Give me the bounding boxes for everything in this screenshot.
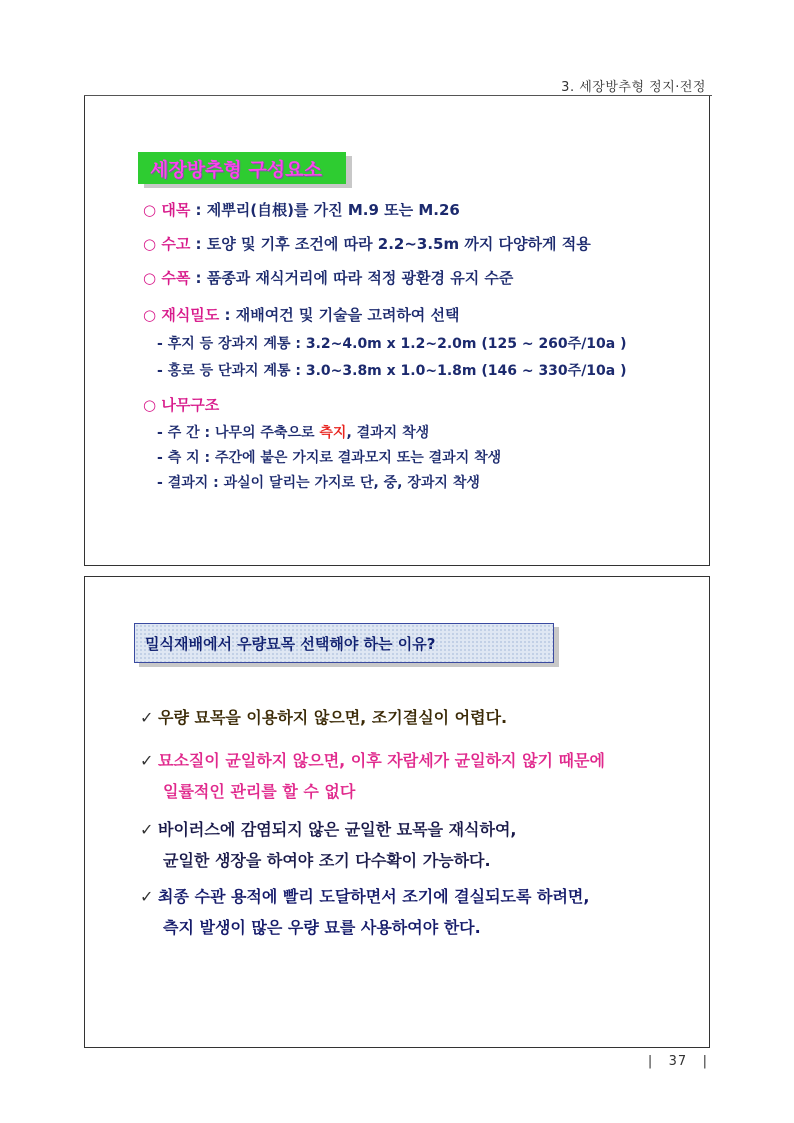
item-label: 나무구조: [161, 396, 220, 414]
slide2-title: 밀식재배에서 우량묘목 선택해야 하는 이유?: [134, 623, 554, 663]
item-label: 수고: [161, 235, 191, 253]
density-row-fuji: [157, 333, 627, 353]
item-text: 토양 및 기후 조건에 따라 2.2~3.5m 까지 다양하게 적용: [206, 235, 591, 253]
circle-bullet-icon: ○: [143, 235, 157, 253]
item-sep: :: [219, 306, 236, 324]
circle-bullet-icon: ○: [143, 396, 157, 414]
structure-row-lateral: [157, 447, 501, 467]
structure-row-trunk: [157, 422, 429, 442]
dash-bullet-icon: -: [157, 336, 168, 352]
structure-text: 주 간 : 나무의 주축으로: [167, 425, 320, 441]
reason-item: [140, 745, 605, 807]
structure-text: 결과지 : 과실이 달리는 가지로 단, 중, 장과지 착생: [167, 475, 480, 491]
page-number-value: 37: [668, 1054, 688, 1069]
item-text: 재배여건 및 기술을 고려하여 선택: [235, 306, 460, 324]
dash-bullet-icon: -: [157, 425, 168, 441]
page-number: [648, 1054, 708, 1069]
reason-item: [140, 881, 589, 943]
dash-bullet-icon: -: [157, 475, 168, 491]
page-bar-right: |: [702, 1054, 708, 1069]
page-header-title: 3. 세장방추형 정지·전정: [561, 80, 706, 95]
reason-line-cont: 측지 발생이 많은 우량 묘를 사용하여야 한다.: [163, 918, 481, 937]
slide-components: [84, 96, 710, 566]
density-row-hongro: [157, 360, 627, 380]
dash-bullet-icon: -: [157, 363, 168, 379]
reason-line-cont: 일률적인 관리를 할 수 없다: [163, 782, 356, 801]
item-sep: :: [190, 269, 207, 287]
structure-row-fruiting: [157, 472, 480, 492]
circle-bullet-icon: ○: [143, 269, 157, 287]
item-rootstock: [143, 199, 460, 220]
reason-line: 최종 수관 용적에 빨리 도달하면서 조기에 결실되도록 하려면,: [158, 887, 590, 906]
highlight-text: 측지: [319, 425, 347, 441]
reason-line: 우량 묘목을 이용하지 않으면, 조기결실이 어렵다.: [158, 708, 508, 727]
item-tree-height: [143, 233, 591, 254]
density-text: 홍로 등 단과지 계통 : 3.0~3.8m x 1.0~1.8m (146 ~ 330주/10a ): [167, 363, 627, 379]
item-label: 수폭: [161, 269, 191, 287]
item-sep: :: [190, 201, 207, 219]
structure-text-tail: , 결과지 착생: [346, 425, 430, 441]
item-tree-structure: [143, 394, 219, 415]
reason-line: 바이러스에 감염되지 않은 균일한 묘목을 재식하여,: [158, 820, 517, 839]
check-icon: ✓: [140, 708, 154, 727]
item-text: 품종과 재식거리에 따라 적정 광환경 유지 수준: [206, 269, 514, 287]
item-text: 제뿌리(自根)를 가진 M.9 또는 M.26: [206, 201, 460, 219]
density-text: 후지 등 장과지 계통 : 3.2~4.0m x 1.2~2.0m (125 ~ 260주/10a ): [167, 336, 627, 352]
check-icon: ✓: [140, 820, 154, 839]
item-sep: :: [190, 235, 207, 253]
check-icon: ✓: [140, 751, 154, 770]
structure-text: 측 지 : 주간에 붙은 가지로 결과모지 또는 결과지 착생: [167, 450, 502, 466]
reason-line-cont: 균일한 생장을 하여야 조기 다수확이 가능하다.: [163, 851, 491, 870]
circle-bullet-icon: ○: [143, 306, 157, 324]
item-label: 대목: [161, 201, 191, 219]
page-bar-left: |: [647, 1054, 654, 1069]
reason-item: [140, 702, 507, 733]
reason-item: [140, 814, 517, 876]
slide1-title: 세장방추형 구성요소: [138, 152, 346, 184]
item-label: 재식밀도: [161, 306, 220, 324]
item-planting-density: [143, 304, 460, 325]
circle-bullet-icon: ○: [143, 201, 157, 219]
slide-seedling-reasons: [84, 576, 710, 1048]
item-tree-width: [143, 267, 513, 288]
reason-line: 묘소질이 균일하지 않으면, 이후 자람세가 균일하지 않기 때문에: [158, 751, 605, 770]
check-icon: ✓: [140, 887, 154, 906]
dash-bullet-icon: -: [157, 450, 168, 466]
